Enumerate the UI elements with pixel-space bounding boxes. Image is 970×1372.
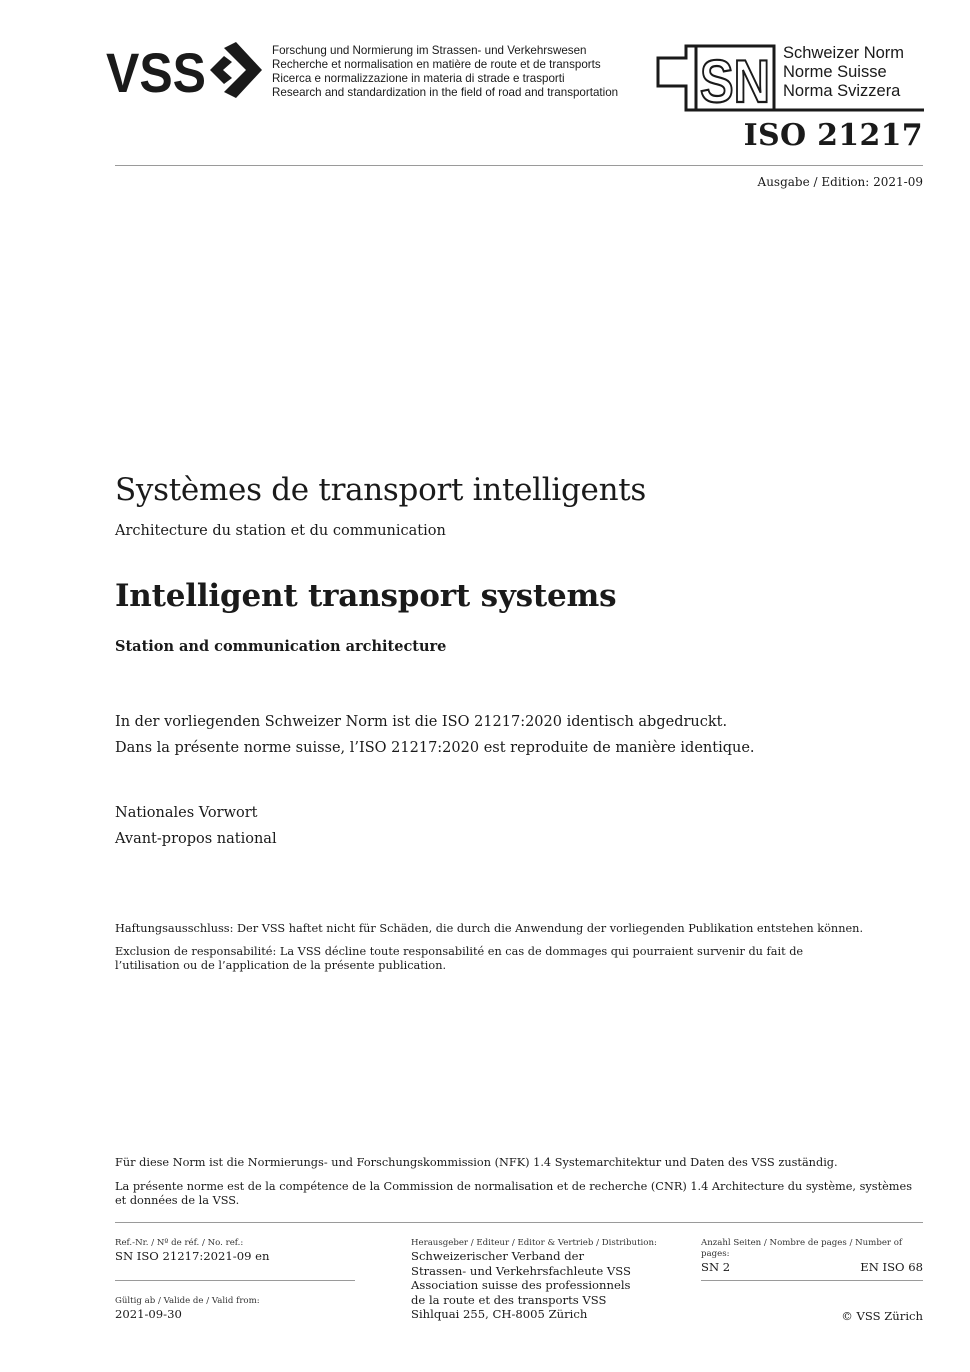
- publisher-line: Schweizerischer Verband der: [411, 1249, 585, 1263]
- disclaimer-german: Haftungsausschluss: Der VSS haftet nicht für Schäden, die durch die Anwendung der vorliegenden Publikation entstehen können.: [115, 922, 864, 935]
- valid-from-value: 2021-09-30: [115, 1307, 182, 1321]
- vss-tagline: [272, 44, 618, 100]
- vss-logo-text: VSS: [106, 41, 206, 100]
- title-french: Systèmes de transport intelligents: [115, 472, 647, 508]
- valid-from-block: [115, 1296, 355, 1322]
- tagline-fr: Recherche et normalisation en matière de route et de transports: [272, 58, 601, 71]
- pages-sn: SN 2: [701, 1260, 731, 1274]
- publisher-line: Sihlquai 255, CH-8005 Zürich: [411, 1307, 588, 1321]
- subtitle-english: Station and communication architecture: [115, 638, 447, 655]
- notice-fr: Dans la présente norme suisse, l’ISO 21217:2020 est reproduite de manière identique.: [115, 740, 755, 756]
- publisher-line: de la route et des transports VSS: [411, 1292, 607, 1307]
- edition-date: Ausgabe / Edition: 2021-09: [757, 175, 923, 189]
- pages-label: Anzahl Seiten / Nombre de pages / Number of pages:: [701, 1238, 903, 1259]
- reference-block: [115, 1238, 355, 1264]
- publisher-line: Strassen- und Verkehrsfachleute VSS: [411, 1263, 631, 1278]
- footer-divider: [115, 1222, 923, 1223]
- foreword-fr: Avant-propos national: [115, 831, 277, 847]
- committee-french: La présente norme est de la compétence de la Commission de normalisation et de recherche (CNR) 1.4 Architecture du système, systèmes et données de la VSS.: [115, 1180, 912, 1207]
- committee-german: Für diese Norm ist die Normierungs- und Forschungskommission (NFK) 1.4 Systemarchitektur und Daten des VSS zuständig.: [115, 1156, 838, 1169]
- tagline-de: Forschung und Normierung im Strassen- und Verkehrswesen: [272, 44, 587, 57]
- sn-name-de: Schweizer Norm: [783, 44, 905, 62]
- notice-de: In der vorliegenden Schweizer Norm ist die ISO 21217:2020 identisch abgedruckt.: [115, 714, 728, 730]
- tagline-en: Research and standardization in the field of road and transportation: [272, 86, 619, 99]
- publisher-block: [411, 1238, 671, 1322]
- reference-divider: [115, 1280, 355, 1281]
- reference-value: SN ISO 21217:2021-09 en: [115, 1249, 270, 1263]
- title-english: Intelligent transport systems: [115, 578, 617, 614]
- sn-name-it: Norma Svizzera: [783, 82, 901, 100]
- pages-en: EN ISO 68: [860, 1260, 923, 1274]
- copyright: © VSS Zürich: [841, 1309, 923, 1323]
- national-foreword: [115, 800, 277, 852]
- pages-divider: [701, 1280, 923, 1281]
- reproduction-notice: [115, 709, 755, 761]
- tagline-it: Ricerca e normalizzazione in materia di strade e trasporti: [272, 72, 565, 85]
- reference-label: Ref.-Nr. / Nº de réf. / No. ref.:: [115, 1238, 244, 1248]
- subtitle-french: Architecture du station et du communication: [115, 523, 446, 539]
- sn-name-fr: Norme Suisse: [783, 63, 887, 81]
- header-divider: [115, 165, 923, 166]
- publisher-label: Herausgeber / Editeur / Editor & Vertrieb / Distribution:: [411, 1238, 657, 1248]
- sn-names: [783, 44, 904, 101]
- valid-from-label: Gültig ab / Valide de / Valid from:: [115, 1296, 260, 1306]
- disclaimer-french: Exclusion de responsabilité: La VSS décline toute responsabilité en cas de dommages qui pourraient survenir du fait de l’utilisation ou de l’application de la présente publication.: [115, 945, 804, 972]
- vss-logo: [106, 40, 266, 104]
- publisher-line: Association suisse des professionnels: [411, 1278, 631, 1292]
- foreword-de: Nationales Vorwort: [115, 805, 258, 821]
- document-number: ISO 21217: [743, 118, 923, 153]
- sn-logo-text: SN: [700, 48, 770, 114]
- pages-block: [701, 1238, 923, 1275]
